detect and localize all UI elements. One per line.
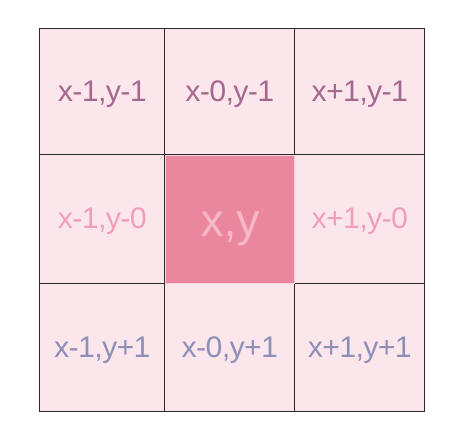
cell-bottom-center: x-0,y+1 bbox=[165, 284, 295, 412]
cell-top-left: x-1,y-1 bbox=[39, 28, 165, 155]
cell-top-right: x+1,y-1 bbox=[295, 28, 425, 155]
cell-bottom-right: x+1,y+1 bbox=[295, 284, 425, 412]
cell-middle-left: x-1,y-0 bbox=[39, 155, 165, 284]
cell-top-center: x-0,y-1 bbox=[165, 28, 295, 155]
cell-center: x,y bbox=[165, 155, 295, 284]
cell-middle-right: x+1,y-0 bbox=[295, 155, 425, 284]
neighborhood-grid bbox=[39, 28, 425, 412]
cell-bottom-left: x-1,y+1 bbox=[39, 284, 165, 412]
